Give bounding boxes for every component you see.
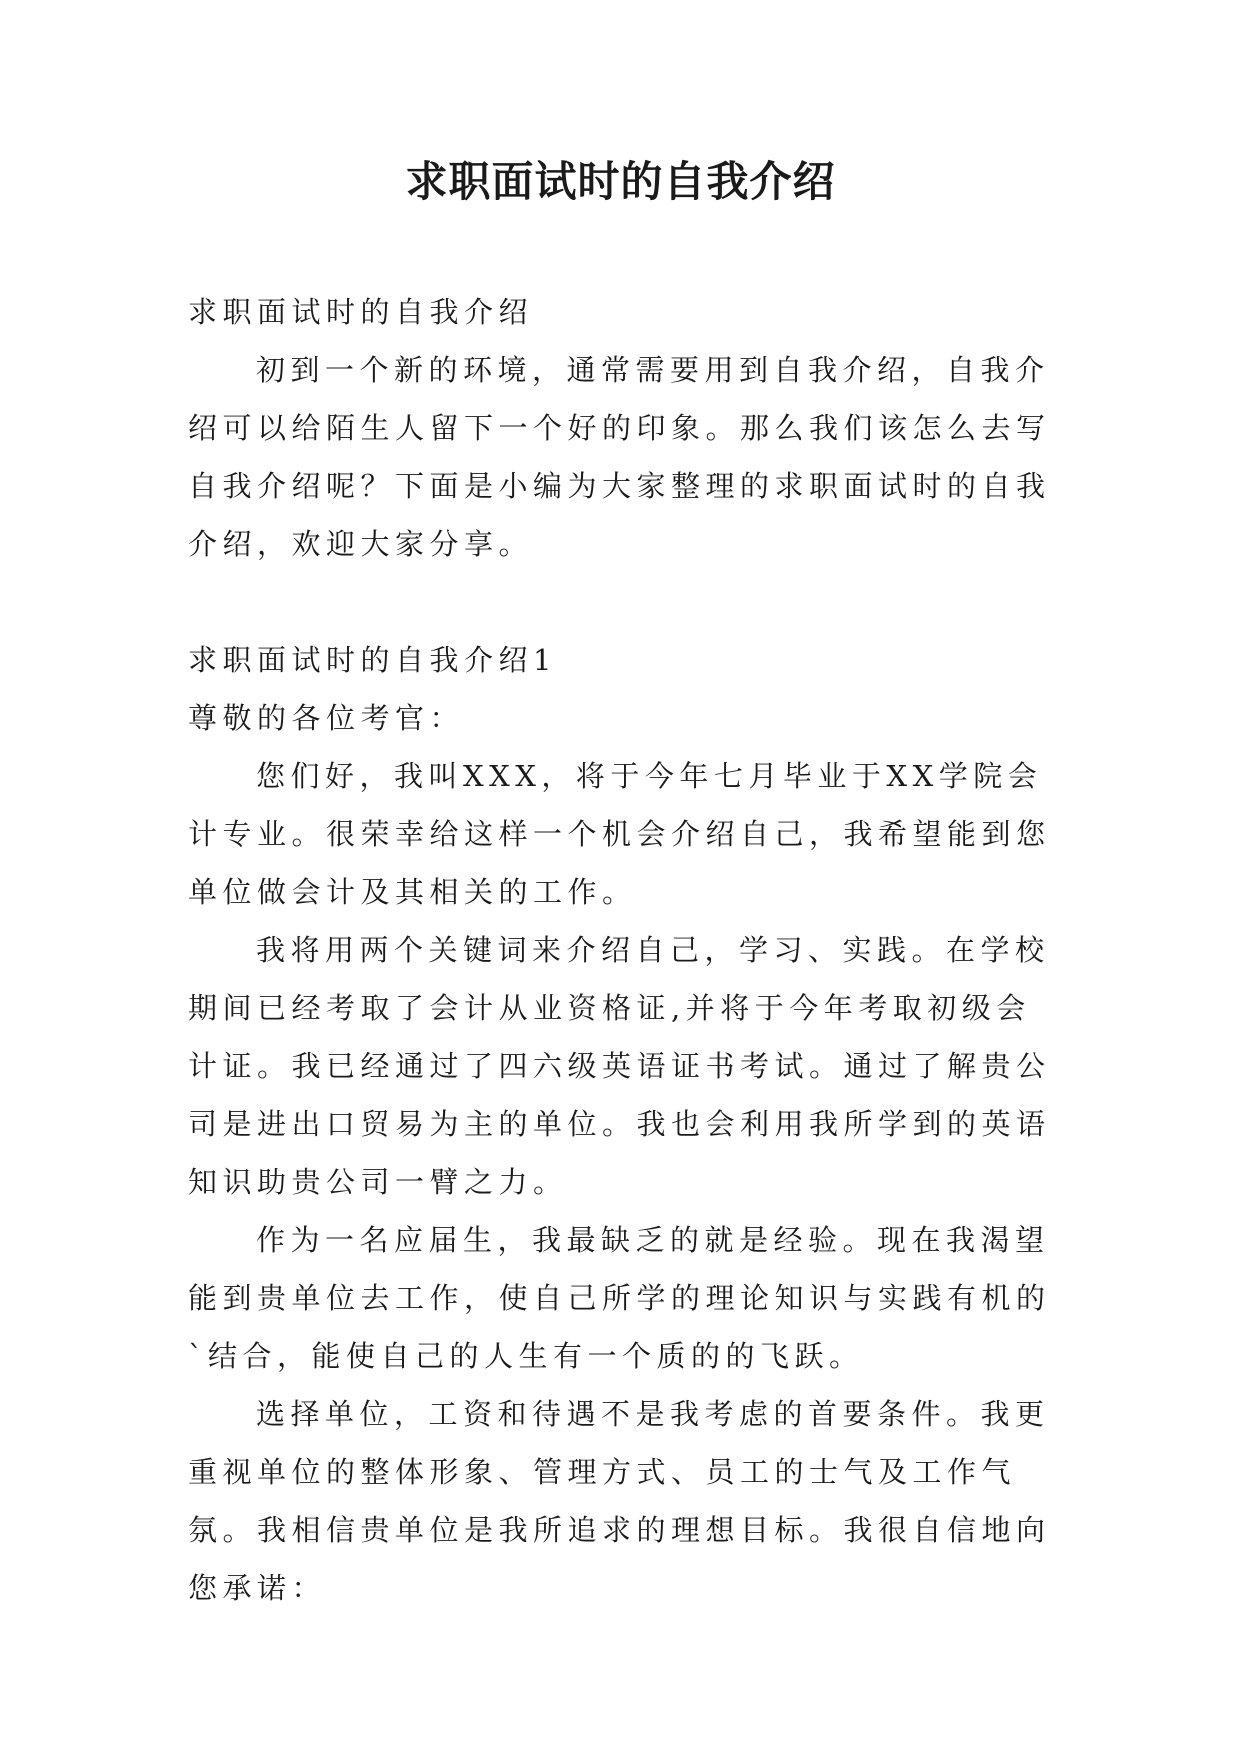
body-paragraph: 作为一名应届生，我最缺乏的就是经验。现在我渴望能到贵单位去工作，使自己所学的理论知识与实践有机的`结合，能使自己的人生有一个质的的飞跃。 — [188, 1223, 1051, 1373]
body-paragraph: 您们好，我叫XXX，将于今年七月毕业于XX学院会计专业。很荣幸给这样一个机会介绍自己，我希望能到您单位做会计及其相关的工作。 — [188, 759, 1051, 909]
document-title: 求职面试时的自我介绍 — [405, 157, 836, 206]
salutation: 尊敬的各位考官： — [188, 701, 465, 735]
document-body — [188, 283, 1056, 1617]
intro-paragraph: 初到一个新的环境，通常需要用到自我介绍，自我介绍可以给陌生人留下一个好的印象。那么我们该怎么去写自我介绍呢？下面是小编为大家整理的求职面试时的自我介绍，欢迎大家分享。 — [188, 353, 1051, 561]
document-subtitle: 求职面试时的自我介绍 — [188, 295, 534, 329]
body-paragraph: 选择单位，工资和待遇不是我考虑的首要条件。我更重视单位的整体形象、管理方式、员工的士气及工作气氛。我相信贵单位是我所追求的理想目标。我很自信地向您承诺： — [188, 1397, 1051, 1605]
paragraph-spacer — [188, 573, 1056, 631]
section-heading: 求职面试时的自我介绍1 — [188, 643, 557, 677]
body-paragraph: 我将用两个关键词来介绍自己，学习、实践。在学校期间已经考取了会计从业资格证,并将于今年考取初级会计证。我已经通过了四六级英语证书考试。通过了解贵公司是进出口贸易为主的单位。我也会利用我所学到的英语知识助贵公司一臂之力。 — [188, 933, 1051, 1199]
